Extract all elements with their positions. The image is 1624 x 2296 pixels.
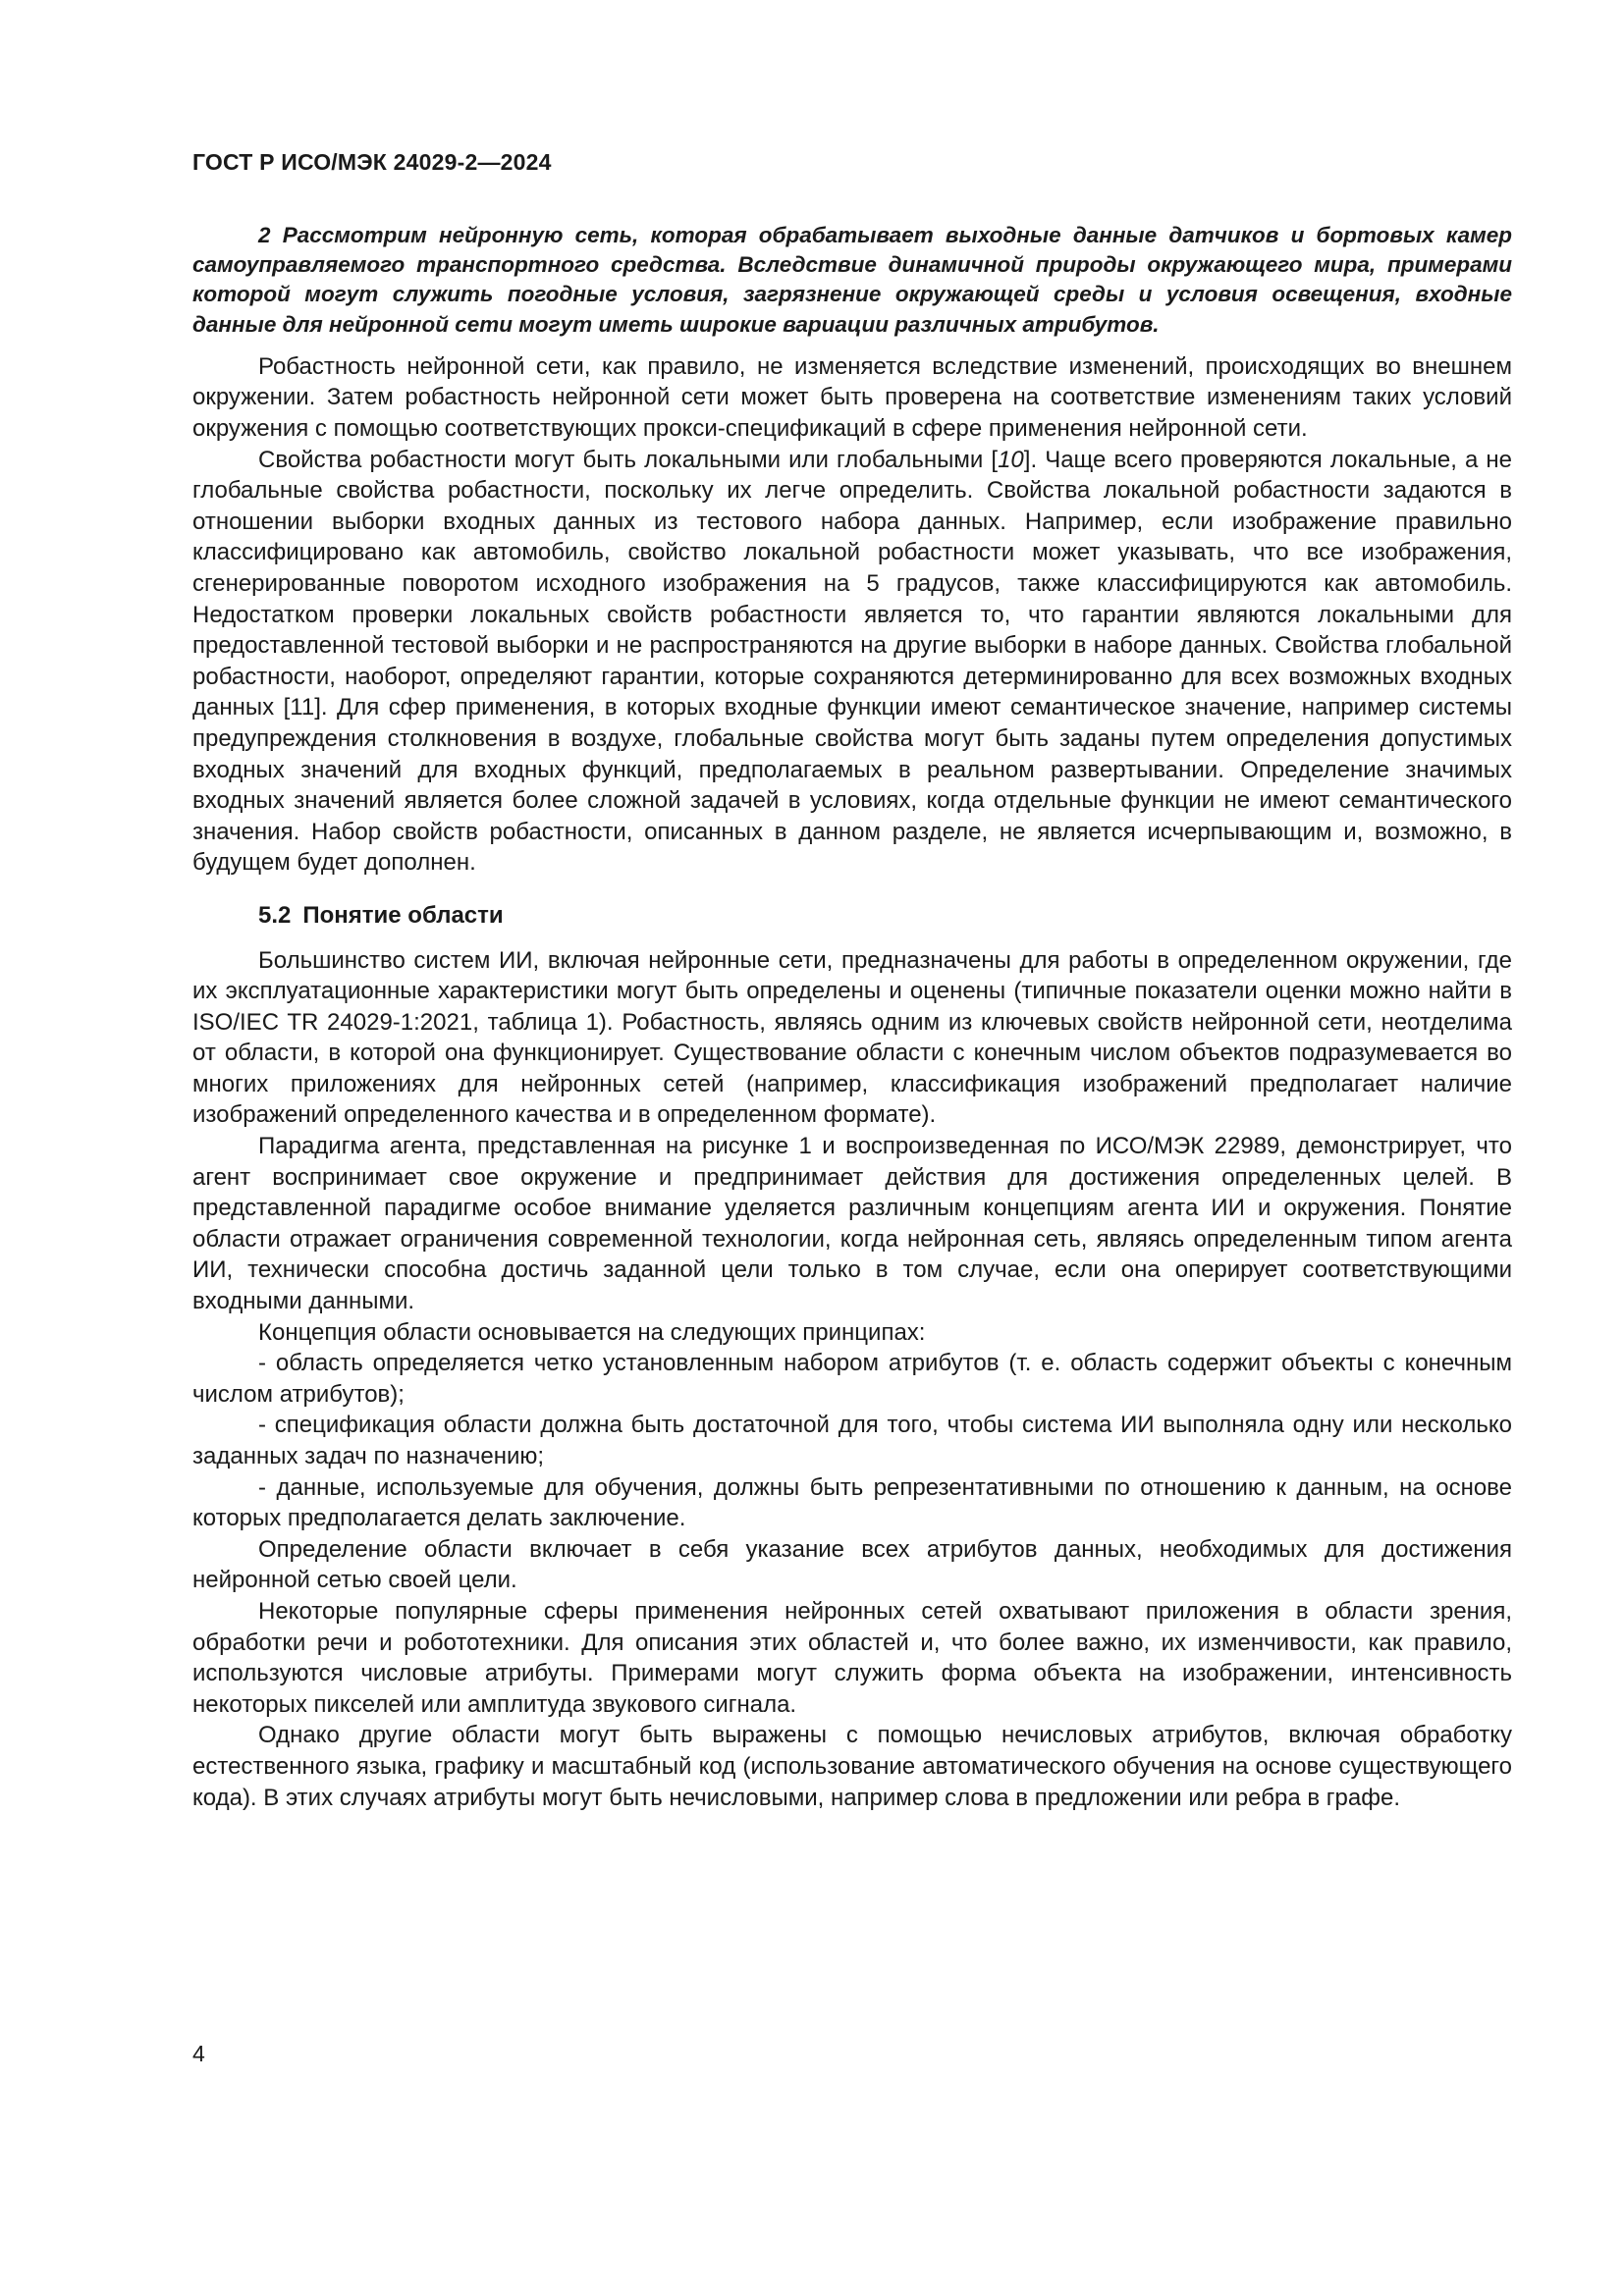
paragraph-numeric-attributes: Некоторые популярные сферы применения нейронных сетей охватывают приложения в области зрения, обработки речи и робототехники. Для описания этих областей и, что более важно, их изменчивости, как правило, используются числовые атрибуты. Примерами могут служить форма объекта на изображении, интенсивность некоторых пикселей или амплитуда звукового сигнала. xyxy=(192,1597,1512,1718)
page-number: 4 xyxy=(192,2041,205,2066)
paragraph-text: ]. Чаще всего проверяются локальные, а не глобальные свойства робастности, поскольку их легче определить. Свойства локальной робастности задаются в отношении выборки входных данных из тестового набора данных. Например, если изображение правильно классифицировано как автомобиль, свойство локальной робастности может указывать, что все изображения, сгенерированные поворотом исходного изображения на 5 градусов, также классифицируются как автомобиль. Недостатком проверки локальных свойств робастности является то, что гарантии являются локальными для предоставленной тестовой выборки и не распространяются на другие выборки в наборе данных. Свойства глобальной робастности, наоборот, определяют гарантии, которые сохраняются детерминированно для всех возможных входных данных [11]. Для сфер применения, в которых входные функции имеют семантическое значение, например системы предупреждения столкновения в воздухе, глобальные свойства могут быть заданы путем определения допустимых входных значений для входных функций, предполагаемых в реальном развертывании. Определение значимых входных значений является более сложной задачей в условиях, когда отдельные функции не имеют семантического значения. Набор свойств робастности, описанных в данном разделе, не является исчерпывающим и, возможно, в будущем будет дополнен. xyxy=(192,446,1513,877)
list-item-principle-1: - область определяется четко установленным набором атрибутов (т. е. область содержит объекты с конечным числом атрибутов); xyxy=(192,1350,1512,1408)
paragraph-non-numeric-attributes: Однако другие области могут быть выражены с помощью нечисловых атрибутов, включая обработку естественного языка, графику и масштабный код (использование автоматического обучения на основе существующего кода). В этих случаях атрибуты могут быть нечисловыми, например слова в предложении или ребра в графе. xyxy=(192,1722,1512,1811)
paragraph-robustness-properties xyxy=(192,445,1512,879)
section-title: Понятие области xyxy=(302,901,504,929)
paragraph-domain-intro: Большинство систем ИИ, включая нейронные сети, предназначены для работы в определенном окружении, где их эксплуатационные характеристики могут быть определены и оценены (типичные показатели оценки можно найти в ISO/IEC TR 24029-1:2021, таблица 1). Робастность, являясь одним из ключевых свойств нейронной сети, неотделима от области, в которой она функционирует. Существование области с конечным числом объектов подразумевается во многих приложениях для нейронных сетей (например, классификация изображений предполагает наличие изображений определенного качества и в определенном формате). xyxy=(192,946,1512,1129)
bibliography-reference: 10 xyxy=(998,446,1024,473)
list-item-principle-2: - спецификация области должна быть достаточной для того, чтобы система ИИ выполняла одну или несколько заданных задач по назначению; xyxy=(192,1412,1512,1469)
paragraph-robustness: Робастность нейронной сети, как правило, не изменяется вследствие изменений, происходящих во внешнем окружении. Затем робастность нейронной сети может быть проверена на соответствие изменениям таких условий окружения с помощью соответствующих прокси-спецификаций в сфере применения нейронной сети. xyxy=(192,352,1512,442)
paragraph-text: Свойства робастности могут быть локальными или глобальными [ xyxy=(258,446,999,473)
section-heading xyxy=(258,900,1512,932)
paragraph-agent-paradigm: Парадигма агента, представленная на рисунке 1 и воспроизведенная по ИСО/МЭК 22989, демонстрирует, что агент воспринимает свое окружение и предпринимает действия для достижения определенных целей. В представленной парадигме особое внимание уделяется различным концепциям агента ИИ и окружения. Понятие области отражает ограничения современной технологии, когда нейронная сеть, являясь определенным типом агента ИИ, технически способна достичь заданной цели только в том случае, если она оперирует соответствующими входными данными. xyxy=(192,1133,1512,1315)
list-item-principle-3: - данные, используемые для обучения, должны быть репрезентативными по отношению к данным, на основе которых предполагается делать заключение. xyxy=(192,1473,1512,1532)
paragraph-principles-intro: Концепция области основывается на следующих принципах: xyxy=(258,1318,926,1346)
example-note: 2 Рассмотрим нейронную сеть, которая обрабатывает выходные данные датчиков и бортовых камер самоуправляемого транспортного средства. Вследствие динамичной природы окружающего мира, примерами которой могут служить погодные условия, загрязнение окружающей среды и условия освещения, входные данные для нейронной сети могут иметь широкие вариации различных атрибутов. xyxy=(192,223,1512,337)
document-header: ГОСТ Р ИСО/МЭК 24029-2—2024 xyxy=(192,149,552,175)
document-body xyxy=(192,221,1512,1813)
section-number: 5.2 xyxy=(258,901,292,929)
paragraph-domain-definition: Определение области включает в себя указание всех атрибутов данных, необходимых для достижения нейронной сетью своей цели. xyxy=(192,1535,1512,1594)
